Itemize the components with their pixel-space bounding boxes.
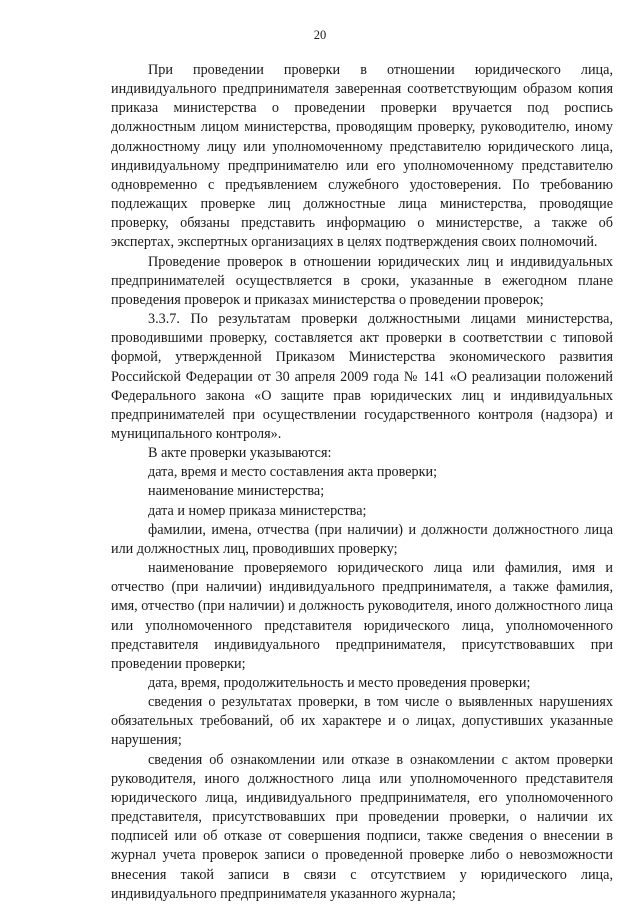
document-body: [111, 61, 613, 904]
paragraph: дата, время и место составления акта проверки;: [148, 464, 438, 481]
paragraph: наименование министерства;: [148, 483, 325, 500]
paragraph: наименование проверяемого юридического лица или фамилия, имя и отчество (при наличии) индивидуального предпринимателя, а также фамилия, имя, отчество (при наличии) и должность руководителя, иного должностного лица или уполномоченного представителя юридического лица, уполномоченного представителя индивидуального предпринимателя, присутствовавших при проведении проверки;: [111, 560, 613, 672]
paragraph: В акте проверки указываются:: [148, 445, 332, 462]
paragraph: При проведении проверки в отношении юридического лица, индивидуального предпринимателя заверенная соответствующим образом копия приказа министерства о проведении проверки вручается под роспись должностным лицом министерства, проводящим проверку, руководителю, иному должностному лицу или уполномоченному представителю юридического лица, индивидуальному предпринимателю или его уполномоченному представителю одновременно с предъявлением служебного удостоверения. По требованию подлежащих проверке лиц должностные лица министерства, проводящие проверку, обязаны представить информацию о министерстве, а также об экспертах, экспертных организациях в целях подтверждения своих полномочий.: [111, 62, 613, 251]
paragraph: Проведение проверок в отношении юридических лиц и индивидуальных предпринимателей осуществляется в сроки, указанные в ежегодном плане проведения проверок и приказах министерства о проведении проверок;: [111, 253, 613, 308]
paragraph: дата, время, продолжительность и место проведения проверки;: [148, 675, 531, 691]
paragraph: сведения об ознакомлении или отказе в ознакомлении с актом проверки руководителя, иного должностного лица или уполномоченного представителя юридического лица, индивидуального предпринимателя, его уполномоченного представителя, присутствовавших при проведении проверки, о наличии их подписей или об отказе от совершения подписи, также сведения о внесении в журнал учета проверок записи о проведенной проверке либо о невозможности внесения такой записи в связи с отсутствием у юридического лица, индивидуального предпринимателя указанного журнала;: [111, 751, 613, 902]
paragraph: сведения о результатах проверки, в том числе о выявленных нарушениях обязательных требований, об их характере и о лицах, допустивших указанные нарушения;: [111, 694, 613, 749]
paragraph: дата и номер приказа министерства;: [148, 502, 367, 519]
paragraph: 3.3.7. По результатам проверки должностными лицами министерства, проводившими проверку, составляется акт проверки в соответствии с типовой формой, утвержденной Приказом Министерства экономического развития Российской Федерации от 30 апреля 2009 года № 141 «О реализации положений Федерального закона «О защите прав юридических лиц и индивидуальных предпринимателей при осуществлении государственного контроля (надзора) и муниципального контроля».: [111, 311, 613, 442]
page-number: 20: [313, 28, 327, 42]
paragraph: фамилии, имена, отчества (при наличии) и должности должностного лица или должностных лиц, проводивших проверку;: [111, 521, 613, 557]
